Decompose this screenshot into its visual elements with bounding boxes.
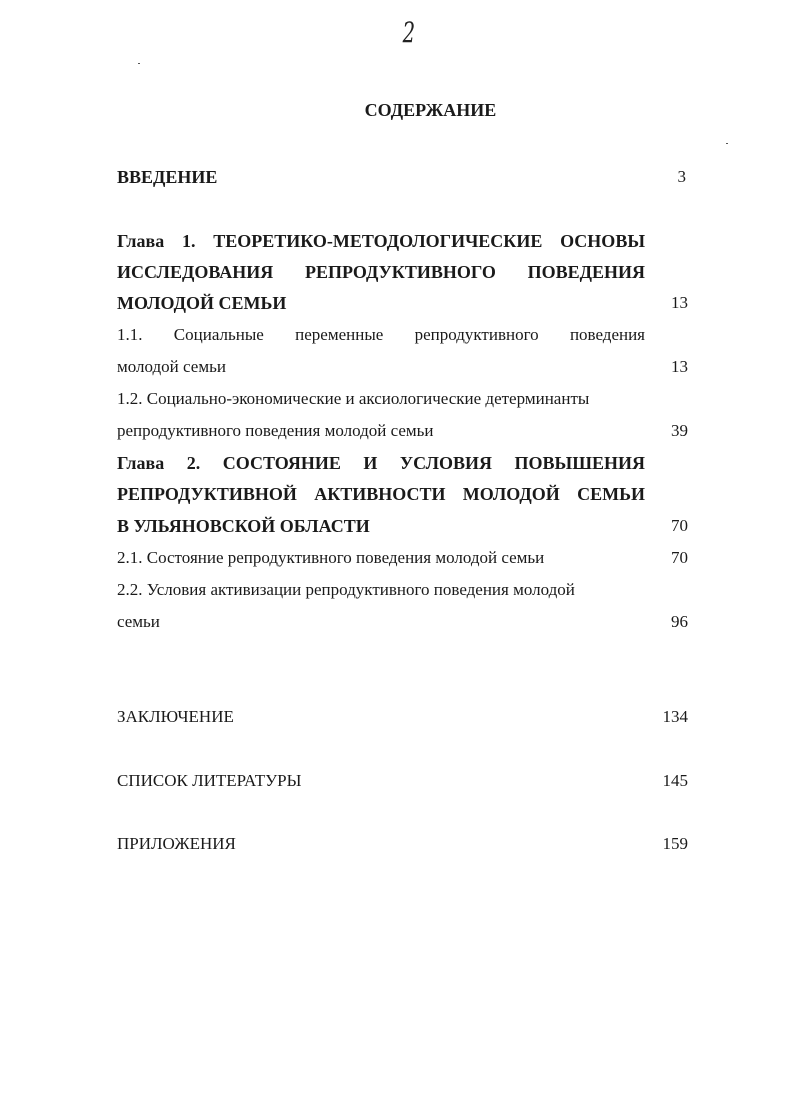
toc-section1-1-line2: молодой семьи xyxy=(117,357,226,376)
toc-appendices-label: ПРИЛОЖЕНИЯ xyxy=(117,834,236,853)
toc-chapter2-line2: РЕПРОДУКТИВНОЙ АКТИВНОСТИ МОЛОДОЙ СЕМЬИ xyxy=(117,484,645,504)
toc-section2-1-page: 70 xyxy=(671,548,688,567)
toc-section2-2-page: 96 xyxy=(671,612,688,631)
toc-intro-label: ВВЕДЕНИЕ xyxy=(117,167,218,187)
toc-chapter2-line1: Глава 2. СОСТОЯНИЕ И УСЛОВИЯ ПОВЫШЕНИЯ xyxy=(117,453,645,473)
scan-speck xyxy=(726,143,728,144)
toc-section1-2-line2: репродуктивного поведения молодой семьи xyxy=(117,421,434,440)
toc-chapter1-page: 13 xyxy=(671,293,688,312)
document-title: СОДЕРЖАНИЕ xyxy=(364,100,497,120)
toc-references-page: 145 xyxy=(662,771,688,790)
toc-appendices-page: 159 xyxy=(662,834,688,853)
toc-section2-1-line1: 2.1. Состояние репродуктивного поведения молодой семьи xyxy=(117,548,545,567)
scan-speck xyxy=(138,63,140,64)
toc-references-label: СПИСОК ЛИТЕРАТУРЫ xyxy=(117,771,302,790)
toc-section2-2-line2: семьи xyxy=(117,612,160,631)
toc-section2-2-line1: 2.2. Условия активизации репродуктивного поведения молодой xyxy=(117,580,575,599)
toc-intro-page: 3 xyxy=(677,167,686,186)
toc-chapter2-line3: В УЛЬЯНОВСКОЙ ОБЛАСТИ xyxy=(117,516,370,536)
toc-section1-1-page: 13 xyxy=(671,357,688,376)
toc-section1-2-line1: 1.2. Социально-экономические и аксиологические детерминанты xyxy=(117,389,590,408)
handwritten-page-number: 2 xyxy=(402,16,416,49)
toc-chapter1-line2: ИССЛЕДОВАНИЯ РЕПРОДУКТИВНОГО ПОВЕДЕНИЯ xyxy=(117,262,645,282)
toc-chapter2-page: 70 xyxy=(671,516,688,535)
toc-section1-2-page: 39 xyxy=(671,421,688,440)
toc-conclusion-page: 134 xyxy=(662,707,688,726)
toc-section1-1-line1: 1.1. Социальные переменные репродуктивного поведения xyxy=(117,325,645,344)
toc-conclusion-label: ЗАКЛЮЧЕНИЕ xyxy=(117,707,234,726)
toc-chapter1-line3: МОЛОДОЙ СЕМЬИ xyxy=(117,293,287,313)
toc-chapter1-line1: Глава 1. ТЕОРЕТИКО-МЕТОДОЛОГИЧЕСКИЕ ОСНОВЫ xyxy=(117,231,645,251)
